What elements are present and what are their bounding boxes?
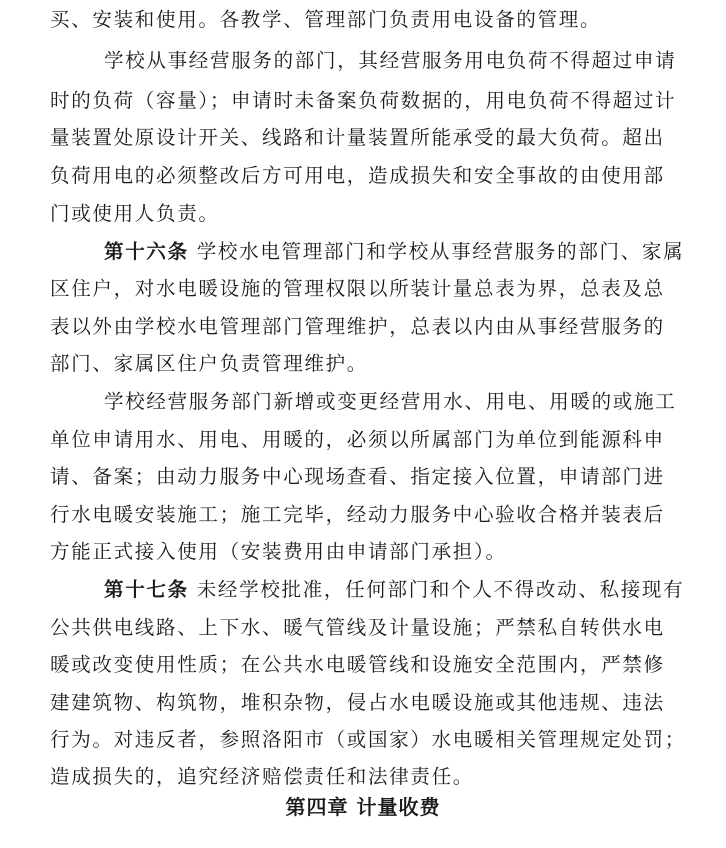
text-line: 区住户，对水电暖设施的管理权限以所装计量总表为界，总表及总 <box>50 277 665 300</box>
text-line: 建建筑物、构筑物，堆积杂物，侵占水电暖设施或其他违规、违法 <box>50 691 665 714</box>
text-line: 学校从事经营服务的部门，其经营服务用电负荷不得超过申请 <box>104 49 677 72</box>
text-line: 方能正式接入使用（安装费用由申请部门承担）。 <box>50 540 507 563</box>
text-line: 暖或改变使用性质；在公共水电暖管线和设施安全范围内，严禁修 <box>50 653 665 676</box>
text-line: 行为。对违反者，参照洛阳市（或国家）水电暖相关管理规定处罚； <box>50 728 687 751</box>
text-line: 公共供电线路、上下水、暖气管线及计量设施；严禁私自转供水电 <box>50 616 665 639</box>
text-line: 负荷用电的必须整改后方可用电，造成损失和安全事故的由使用部 <box>50 164 665 187</box>
article-17-title: 第十七条 <box>104 578 189 601</box>
article-16-title: 第十六条 <box>104 240 189 263</box>
article-17-first-line <box>104 573 684 607</box>
text-line: 学校经营服务部门新增或变更经营用水、用电、用暖的或施工 <box>104 390 677 413</box>
chapter-heading: 第四章 计量收费 <box>285 795 441 819</box>
text-line: 单位申请用水、用电、用暖的，必须以所属部门为单位到能源科申 <box>50 428 665 451</box>
text-line: 造成损失的，追究经济赔偿责任和法律责任。 <box>50 765 475 788</box>
text-span: 学校水电管理部门和学校从事经营服务的部门、家属 <box>196 240 685 263</box>
text-line: 请、备案；由动力服务中心现场查看、指定接入位置，申请部门进 <box>50 465 665 488</box>
text-line: 行水电暖安装施工；施工完毕，经动力服务中心验收合格并装表后 <box>50 503 665 526</box>
text-span: 未经学校批准，任何部门和个人不得改动、私接现有 <box>196 578 685 601</box>
text-line: 门或使用人负责。 <box>50 202 220 225</box>
text-line: 表以外由学校水电管理部门管理维护，总表以内由从事经营服务的 <box>50 315 665 338</box>
text-line: 量装置处原设计开关、线路和计量装置所能承受的最大负荷。超出 <box>50 126 665 149</box>
text-line: 买、安装和使用。各教学、管理部门负责用电设备的管理。 <box>50 8 602 31</box>
text-line: 时的负荷（容量）；申请时未备案负荷数据的，用电负荷不得超过计 <box>50 89 677 112</box>
text-line: 部门、家属区住户负责管理维护。 <box>50 352 369 375</box>
article-16-first-line <box>104 235 684 269</box>
